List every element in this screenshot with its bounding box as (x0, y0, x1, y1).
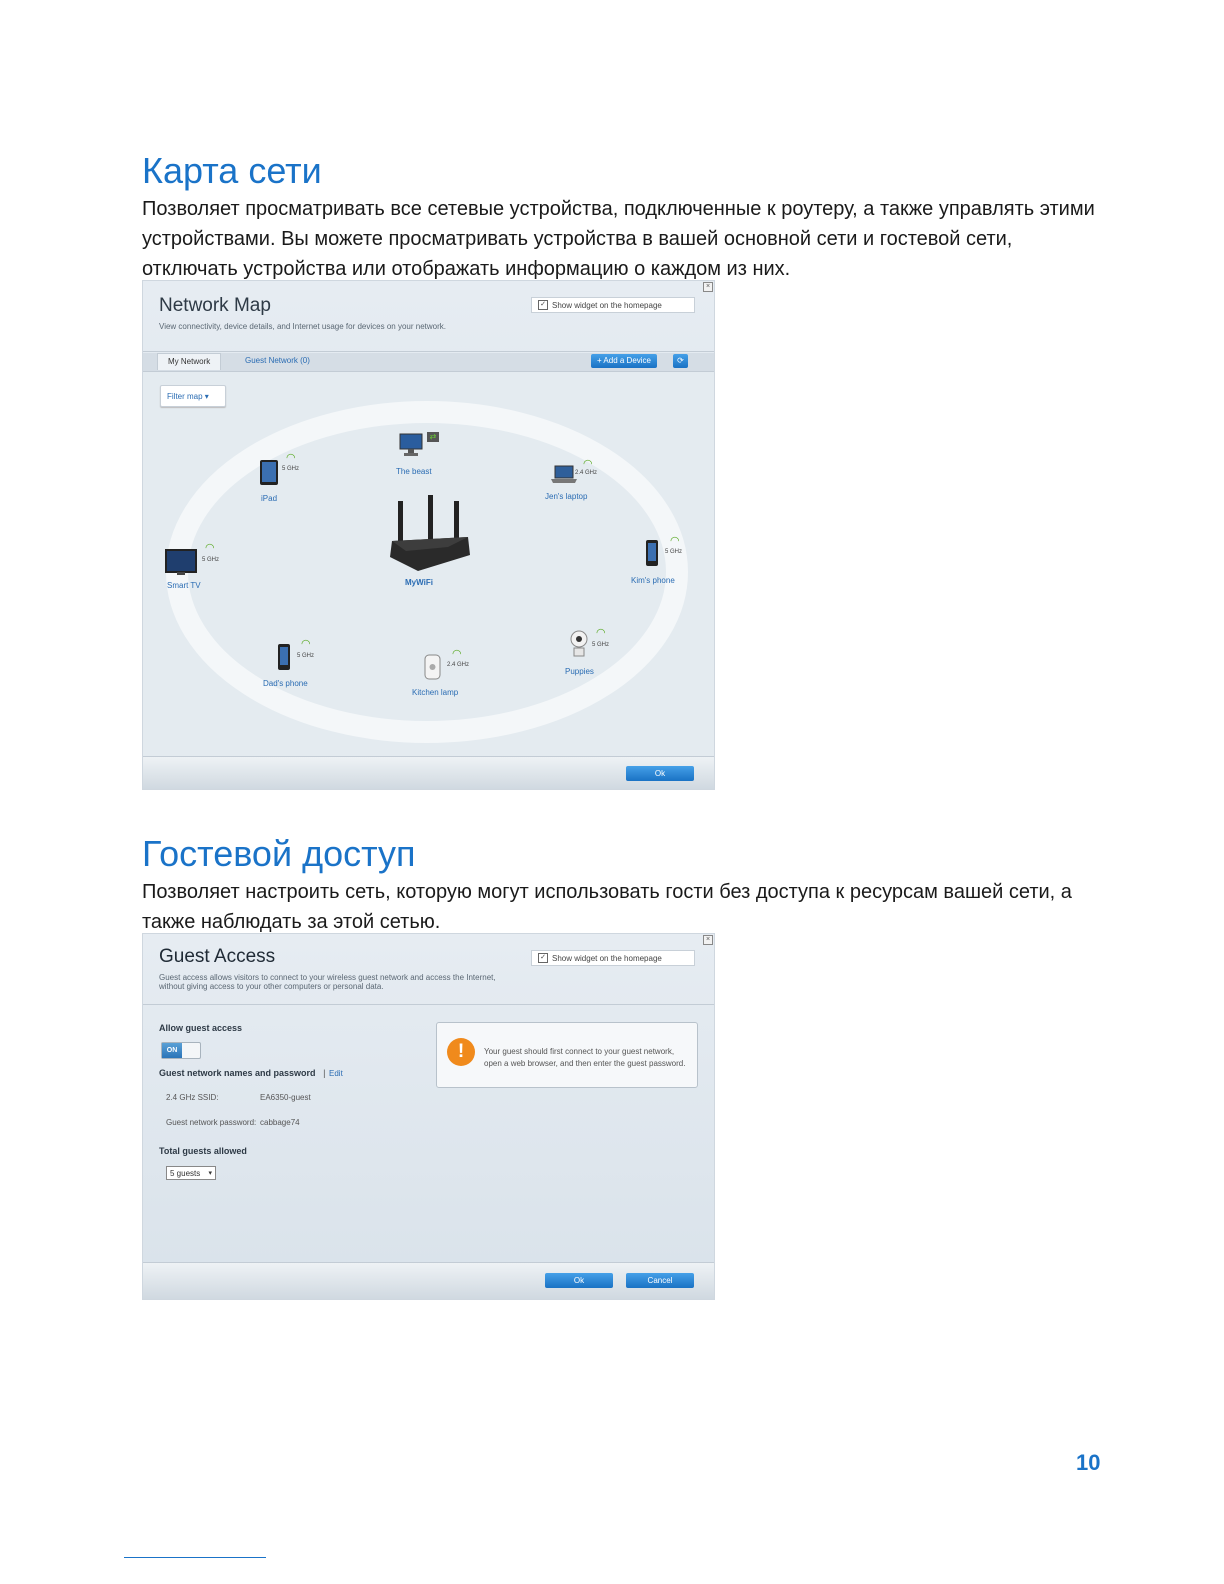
show-widget-checkbox[interactable] (531, 950, 695, 966)
router-name: MyWiFi (405, 578, 433, 587)
wifi-icon: ◠ (301, 638, 311, 650)
refresh-button[interactable] (673, 354, 688, 368)
device-label-jens-laptop[interactable]: Jen's laptop (545, 492, 588, 501)
password-label: Guest network password: (166, 1118, 257, 1127)
panel-subtitle: View connectivity, device details, and Internet usage for devices on your network. (159, 322, 446, 331)
password-value: cabbage74 (260, 1118, 300, 1127)
footnote-rule (124, 1557, 266, 1558)
smart-plug-icon (423, 653, 443, 683)
ok-button[interactable]: Ok (626, 766, 694, 781)
device-label-kims-phone[interactable]: Kim's phone (631, 576, 675, 585)
device-label-puppies[interactable]: Puppies (565, 667, 594, 676)
device-band: 5 GHz (592, 642, 610, 648)
allow-guest-label: Allow guest access (159, 1023, 243, 1033)
router-icon (388, 493, 472, 573)
phone-icon (277, 643, 293, 673)
tab-my-network[interactable]: My Network (157, 353, 221, 370)
tv-icon (165, 549, 199, 577)
guest-access-panel (142, 933, 715, 1300)
refresh-icon: ⟳ (677, 356, 684, 365)
wifi-icon: ◠ (452, 648, 462, 660)
page-number: 10 (1076, 1450, 1101, 1475)
checkmark-icon: ✓ (538, 953, 548, 963)
divider (143, 1004, 714, 1005)
widget-label: Show widget on the homepage (552, 953, 662, 963)
panel-title: Guest Access (159, 946, 276, 967)
total-guests-label: Total guests allowed (159, 1146, 247, 1156)
filter-map-dropdown[interactable]: Filter map ▾ (160, 385, 226, 407)
device-label-ipad[interactable]: iPad (261, 494, 278, 503)
chevron-down-icon: ▾ (204, 391, 209, 401)
edit-link[interactable]: Edit (329, 1069, 343, 1078)
panel-title: Network Map (159, 295, 271, 316)
add-device-button[interactable]: + Add a Device (591, 354, 657, 368)
total-guests-select[interactable]: 5 guests ▾ (166, 1166, 216, 1180)
wifi-icon: ◠ (596, 627, 606, 639)
guest-access-toggle[interactable]: ON (161, 1042, 201, 1059)
show-widget-checkbox[interactable] (531, 297, 695, 313)
chevron-down-icon: ▾ (208, 1170, 212, 1177)
close-icon[interactable]: × (703, 282, 713, 292)
device-band: 5 GHz (202, 557, 220, 563)
guest-names-label: Guest network names and password | (159, 1068, 331, 1078)
ssid-value: EA6350-guest (260, 1093, 311, 1102)
section-text-guest-access: Позволяет настроить сеть, которую могут использовать гости без доступа к ресурсам вашей сети, а также наблюдать за этой сетью. (142, 881, 1072, 933)
tablet-icon (259, 459, 281, 487)
device-band: 2.4 GHz (575, 470, 598, 476)
section-text-network-map: Позволяет просматривать все сетевые устройства, подключенные к роутеру, а также управлять этими устройствами. Вы можете просматривать устройства в вашей основной сети и гостевой сети, отключать устройства или отображать информацию о каждом из них. (142, 198, 1095, 280)
section-heading-guest-access: Гостевой доступ (142, 833, 416, 874)
guest-notice-box (436, 1022, 698, 1088)
wifi-icon: ◠ (670, 535, 680, 547)
section-heading-network-map: Карта сети (142, 150, 322, 191)
guest-notice-text: Your guest should first connect to your guest network, open a web browser, and then enter the guest password. (484, 1047, 686, 1068)
ok-button[interactable]: Ok (545, 1273, 613, 1288)
ssid-label: 2.4 GHz SSID: (166, 1093, 219, 1102)
device-label-dads-phone[interactable]: Dad's phone (263, 679, 308, 688)
close-icon[interactable]: × (703, 935, 713, 945)
wifi-icon: ◠ (205, 542, 215, 554)
ethernet-icon: ⇄ (427, 432, 439, 442)
plus-icon: + (596, 356, 604, 365)
device-band: 5 GHz (297, 653, 315, 659)
warning-icon: ! (447, 1038, 475, 1066)
network-map-panel (142, 280, 715, 790)
camera-icon (567, 629, 591, 659)
device-label-the-beast[interactable]: The beast (396, 467, 432, 476)
panel-subtitle: Guest access allows visitors to connect to your wireless guest network and access the Internet, without giving access to your other computers or personal data. (159, 973, 496, 991)
phone-icon (645, 539, 661, 569)
device-label-smart-tv[interactable]: Smart TV (167, 581, 201, 590)
tab-guest-network[interactable]: Guest Network (0) (245, 356, 310, 365)
device-label-kitchen-lamp[interactable]: Kitchen lamp (412, 688, 459, 697)
wifi-icon: ◠ (583, 458, 593, 470)
checkmark-icon: ✓ (538, 300, 548, 310)
cancel-button[interactable]: Cancel (626, 1273, 694, 1288)
divider (143, 351, 714, 352)
widget-label: Show widget on the homepage (552, 300, 662, 310)
wifi-icon: ◠ (286, 452, 296, 464)
device-band: 2.4 GHz (447, 662, 470, 668)
desktop-icon (399, 433, 429, 459)
device-band: 5 GHz (282, 466, 300, 472)
device-band: 5 GHz (665, 549, 683, 555)
